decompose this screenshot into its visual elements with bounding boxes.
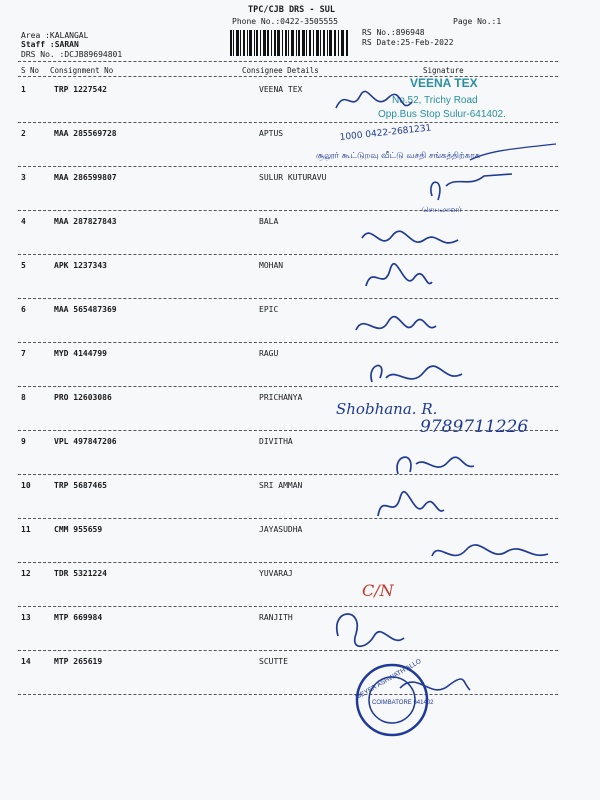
row-consignment-no: PRO 12603086 <box>54 393 112 402</box>
col-header-consignment: Consignment No <box>50 66 114 75</box>
row-12-mark: C/N <box>362 581 394 600</box>
row-consignee: PRICHANYA <box>259 393 303 402</box>
row-divider <box>18 474 558 475</box>
staff-label: Staff :SARAN <box>21 40 79 49</box>
row-divider <box>18 694 558 695</box>
round-stamp-text: MEYER ASHWATH ALLO <box>354 657 423 702</box>
phone-number: Phone No.:0422-3505555 <box>232 17 338 26</box>
page-number: Page No.:1 <box>453 17 502 26</box>
round-stamp <box>355 658 435 735</box>
signature-row-14 <box>400 679 470 690</box>
signature-row-11 <box>432 545 548 556</box>
row-sno: 13 <box>21 613 31 622</box>
row-consignment-no: MTP 265619 <box>54 657 103 666</box>
row-sno: 2 <box>21 129 26 138</box>
row-sno: 6 <box>21 305 26 314</box>
row-sno: 7 <box>21 349 26 358</box>
row-consignee: RAGU <box>259 349 279 358</box>
row-divider <box>18 122 558 123</box>
row-sno: 14 <box>21 657 31 666</box>
sheet-title: TPC/CJB DRS - SUL <box>248 5 335 15</box>
row-divider <box>18 562 558 563</box>
row-divider <box>18 210 558 211</box>
row-consignment-no: MAA 285569728 <box>54 129 117 138</box>
row-consignee: DIVITHA <box>259 437 293 446</box>
row-consignee: BALA <box>259 217 279 226</box>
row-sno: 1 <box>21 85 26 94</box>
row-consignment-no: TDR 5321224 <box>54 569 107 578</box>
col-header-consignee: Consignee Details <box>242 66 319 75</box>
area-label: Area :KALANGAL <box>21 31 89 40</box>
row-consignee: SCUTTE <box>259 657 288 666</box>
veena-stamp-title: VEENA TEX <box>410 76 478 90</box>
row-consignee: SRI AMMAN <box>259 481 303 490</box>
signature-row-10 <box>378 492 444 516</box>
row-consignment-no: TRP 1227542 <box>54 85 107 94</box>
row-consignee: APTUS <box>259 129 284 138</box>
aptus-note: 1000 0422-2681231 <box>339 123 432 143</box>
row-sno: 12 <box>21 569 31 578</box>
rs-date: RS Date:25-Feb-2022 <box>362 38 454 47</box>
col-header-sno: S No <box>21 66 40 75</box>
signature-row-4 <box>362 231 458 243</box>
row-consignment-no: MAA 287827843 <box>54 217 117 226</box>
row-consignment-no: MAA 286599807 <box>54 173 117 182</box>
row-consignee: SULUR KUTURAVU <box>259 173 327 182</box>
row-divider <box>18 430 558 431</box>
rs-number: RS No.:896948 <box>362 28 425 37</box>
signature-row-6 <box>356 317 436 330</box>
row-consignment-no: MTP 669984 <box>54 613 103 622</box>
round-stamp-inner: COIMBATORE 641402 <box>372 700 434 706</box>
veena-stamp-addr1: No.52, Trichy Road <box>392 95 478 106</box>
aptus-tamil-stamp-2: செயலாளர் <box>422 205 462 214</box>
row-sno: 3 <box>21 173 26 182</box>
row-consignment-no: VPL 497847206 <box>54 437 117 446</box>
signature-row-13 <box>337 614 404 646</box>
row-consignment-no: TRP 5687465 <box>54 481 107 490</box>
signature-row-3 <box>431 174 512 200</box>
row-divider <box>18 342 558 343</box>
row-consignee: EPIC <box>259 305 279 314</box>
row-sno: 5 <box>21 261 26 270</box>
row-consignment-no: MYD 4144799 <box>54 349 107 358</box>
signature-row-2 <box>470 144 556 160</box>
aptus-tamil-stamp: சூலூர் கூட்டுறவு வீட்டு வசதி சங்கத்திற்காக <box>316 151 481 161</box>
row-consignee: YUVARAJ <box>259 569 293 578</box>
prichanya-signature-name: Shobhana. R. <box>336 400 438 418</box>
row-sno: 10 <box>21 481 31 490</box>
barcode <box>230 30 350 56</box>
signature-row-1 <box>336 91 412 108</box>
row-consignee: MOHAN <box>259 261 284 270</box>
veena-stamp-addr2: Opp.Bus Stop Sulur-641402. <box>378 109 506 120</box>
row-consignee: JAYASUDHA <box>259 525 303 534</box>
row-consignment-no: APK 1237343 <box>54 261 107 270</box>
row-divider <box>18 650 558 651</box>
row-consignee: RANJITH <box>259 613 293 622</box>
drs-number: DRS No. :DCJB89694801 <box>21 50 123 59</box>
signature-row-7 <box>371 366 462 382</box>
row-divider <box>18 298 558 299</box>
row-sno: 11 <box>21 525 31 534</box>
header-divider <box>18 61 558 62</box>
row-sno: 9 <box>21 437 26 446</box>
row-sno: 4 <box>21 217 26 226</box>
prichanya-signature-phone: 9789711226 <box>420 417 529 437</box>
signature-row-5 <box>366 264 432 286</box>
row-divider <box>18 386 558 387</box>
row-divider <box>18 606 558 607</box>
header-divider-bottom <box>18 76 558 77</box>
row-divider <box>18 254 558 255</box>
signature-row-9 <box>397 457 474 474</box>
row-divider <box>18 518 558 519</box>
row-divider <box>18 166 558 167</box>
col-header-signature: Signature <box>423 66 464 75</box>
row-consignee: VEENA TEX <box>259 85 303 94</box>
row-sno: 8 <box>21 393 26 402</box>
row-consignment-no: MAA 565487369 <box>54 305 117 314</box>
row-consignment-no: CMM 955659 <box>54 525 103 534</box>
